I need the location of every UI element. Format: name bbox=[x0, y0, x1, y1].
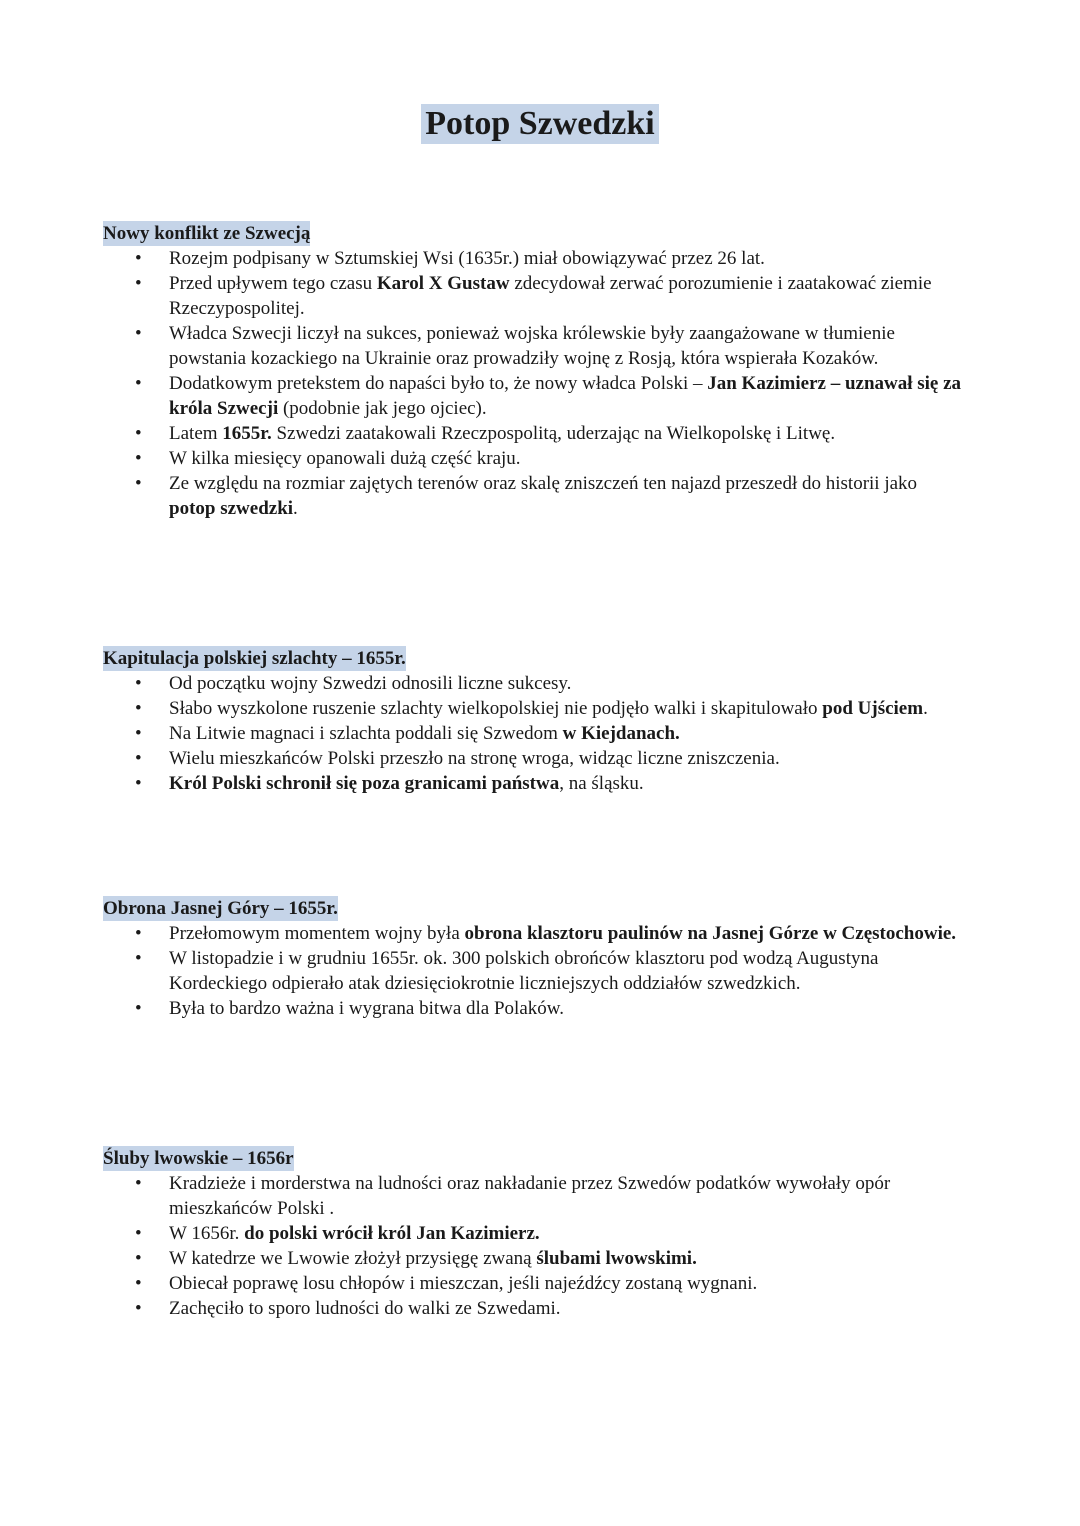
section-sluby-lwowskie bbox=[103, 1146, 963, 1321]
list-item bbox=[103, 996, 963, 1021]
bold-text: Jan Kazimierz – uznawał się za króla Szwecji bbox=[169, 373, 962, 419]
list-item bbox=[103, 746, 963, 771]
text-run: W katedrze we Lwowie złożył przysięgę zwaną bbox=[169, 1248, 537, 1269]
text-run: W kilka miesięcy opanowali dużą część kraju. bbox=[169, 448, 521, 469]
bullet-list bbox=[103, 246, 963, 521]
list-item bbox=[103, 671, 963, 696]
bold-text: Król Polski schronił się poza granicami państwa bbox=[169, 773, 560, 794]
text-run: W listopadzie i w grudniu 1655r. ok. 300 polskich obrońców klasztoru pod wodzą Augustyna Kordeckiego odpierało atak dziesięciokrotnie liczniejszych oddziałów szwedzkich. bbox=[169, 948, 879, 994]
text-run: Ze względu na rozmiar zajętych terenów oraz skalę zniszczeń ten najazd przeszedł do historii jako bbox=[169, 473, 918, 494]
list-item bbox=[103, 471, 963, 521]
text-run: W 1656r. bbox=[169, 1223, 245, 1244]
text-run: Szwedzi zaatakowali Rzeczpospolitą, uderzając na Wielkopolskę i Litwę. bbox=[271, 423, 836, 444]
bold-text: ślubami lwowskimi. bbox=[536, 1248, 697, 1269]
list-item bbox=[103, 1221, 963, 1246]
page-title bbox=[0, 104, 1080, 144]
text-run: . bbox=[293, 498, 298, 519]
text-run: Rozejm podpisany w Sztumskiej Wsi (1635r.) miał obowiązywać przez 26 lat. bbox=[169, 248, 765, 269]
section-heading: Obrona Jasnej Góry – 1655r. bbox=[103, 898, 338, 919]
text-run: Przed upływem tego czasu bbox=[169, 273, 377, 294]
page-title-text: Potop Szwedzki bbox=[421, 104, 659, 144]
section-heading: Kapitulacja polskiej szlachty – 1655r. bbox=[103, 648, 406, 669]
bold-text: obrona klasztoru paulinów na Jasnej Górze w Częstochowie. bbox=[464, 923, 957, 944]
text-run: Była to bardzo ważna i wygrana bitwa dla Polaków. bbox=[169, 998, 565, 1019]
bold-text: potop szwedzki bbox=[169, 498, 294, 519]
text-run: Obiecał poprawę losu chłopów i mieszczan, jeśli najeźdźcy zostaną wygnani. bbox=[169, 1273, 758, 1294]
text-run: Władca Szwecji liczył na sukces, ponieważ wojska królewskie były zaangażowane w tłumienie powstania kozackiego na Ukrainie oraz prowadziły wojnę z Rosją, która wspierała Kozaków. bbox=[169, 323, 895, 369]
text-run: Latem bbox=[169, 423, 223, 444]
section-heading: Nowy konflikt ze Szwecją bbox=[103, 223, 311, 244]
list-item bbox=[103, 271, 963, 321]
list-item bbox=[103, 1246, 963, 1271]
text-run: zdecydował zerwać porozumienie i zaatakować ziemie Rzeczypospolitej. bbox=[169, 273, 932, 319]
list-item bbox=[103, 421, 963, 446]
bullet-list bbox=[103, 921, 963, 1021]
list-item bbox=[103, 721, 963, 746]
text-run: Na Litwie magnaci i szlachta poddali się Szwedom bbox=[169, 723, 563, 744]
section-kapitulacja bbox=[103, 646, 963, 796]
bullet-list bbox=[103, 1171, 963, 1321]
bold-text: do polski wrócił król Jan Kazimierz. bbox=[244, 1223, 540, 1244]
text-run: , na śląsku. bbox=[559, 773, 644, 794]
list-item bbox=[103, 446, 963, 471]
bold-text: 1655r. bbox=[222, 423, 272, 444]
list-item bbox=[103, 1296, 963, 1321]
section-nowy-konflikt bbox=[103, 221, 963, 521]
list-item bbox=[103, 1271, 963, 1296]
list-item bbox=[103, 371, 963, 421]
list-item bbox=[103, 771, 963, 796]
list-item bbox=[103, 696, 963, 721]
bold-text: pod Ujściem bbox=[822, 698, 924, 719]
section-obrona-jasnej-gory bbox=[103, 896, 963, 1021]
list-item bbox=[103, 1171, 963, 1221]
text-run: Dodatkowym pretekstem do napaści było to, że nowy władca Polski – bbox=[169, 373, 708, 394]
bullet-list bbox=[103, 671, 963, 796]
text-run: Zachęciło to sporo ludności do walki ze Szwedami. bbox=[169, 1298, 561, 1319]
section-heading: Śluby lwowskie – 1656r bbox=[103, 1148, 294, 1169]
text-run: Od początku wojny Szwedzi odnosili liczne sukcesy. bbox=[169, 673, 572, 694]
text-run: Przełomowym momentem wojny była bbox=[169, 923, 465, 944]
text-run: Kradzieże i morderstwa na ludności oraz nakładanie przez Szwedów podatków wywołały opór mieszkańców Polski . bbox=[169, 1173, 891, 1219]
list-item bbox=[103, 246, 963, 271]
text-run: Wielu mieszkańców Polski przeszło na stronę wroga, widząc liczne zniszczenia. bbox=[169, 748, 780, 769]
list-item bbox=[103, 946, 963, 996]
list-item bbox=[103, 321, 963, 371]
bold-text: Karol X Gustaw bbox=[376, 273, 510, 294]
text-run: . bbox=[923, 698, 928, 719]
list-item bbox=[103, 921, 963, 946]
bold-text: w Kiejdanach. bbox=[562, 723, 680, 744]
text-run: Słabo wyszkolone ruszenie szlachty wielkopolskiej nie podjęło walki i skapitulowało bbox=[169, 698, 823, 719]
text-run: (podobnie jak jego ojciec). bbox=[278, 398, 487, 419]
